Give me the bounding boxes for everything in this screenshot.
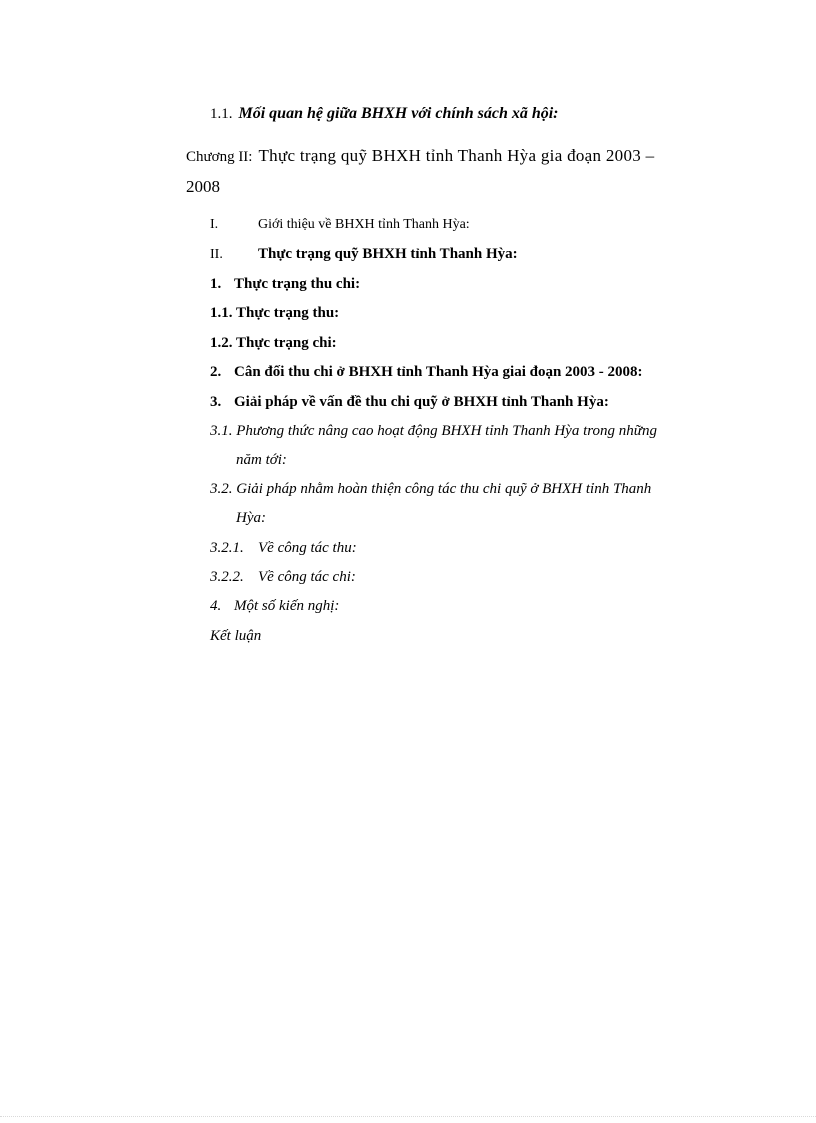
toc-item-text: Giải pháp về vấn đề thu chi quỹ ở BHXH tỉnh Thanh Hỳa:: [234, 394, 609, 410]
toc-item-text: Về công tác thu:: [258, 540, 357, 556]
toc-item-4: [210, 599, 339, 614]
toc-item-3-1: [210, 424, 657, 439]
toc-item-number: II.: [210, 247, 223, 262]
toc-item-number: 4.: [210, 598, 222, 614]
toc-section-II: [210, 247, 518, 262]
toc-item-text: Một số kiến nghị:: [234, 598, 340, 614]
toc-item-text: Kết luận: [210, 628, 262, 644]
toc-item-text: 1.2. Thực trạng chi:: [210, 335, 337, 351]
toc-item-text-continuation: năm tới:: [236, 452, 287, 468]
toc-item-text: Mối quan hệ giữa BHXH với chính sách xã hội:: [238, 105, 559, 122]
toc-item-text: Thực trạng thu chi:: [234, 276, 361, 292]
toc-conclusion: [210, 629, 261, 644]
toc-item-3-2-1: [210, 541, 357, 556]
toc-item-3-1-continuation: [236, 453, 287, 468]
chapter-title-continuation: 2008: [186, 177, 220, 196]
toc-item-text: Về công tác chi:: [258, 569, 356, 585]
page-bottom-border: [0, 1116, 816, 1117]
toc-item-number: 1.1.: [210, 106, 233, 122]
toc-item-text: Thực trạng quỹ BHXH tỉnh Thanh Hỳa:: [258, 246, 518, 262]
toc-item-text-continuation: Hỳa:: [236, 510, 266, 526]
toc-item-text: Cân đối thu chi ở BHXH tỉnh Thanh Hỳa giai đoạn 2003 - 2008:: [234, 364, 643, 380]
toc-item-text: 3.1. Phương thức nâng cao hoạt động BHXH tỉnh Thanh Hỳa trong những: [210, 423, 657, 439]
toc-item-1-1: [210, 106, 559, 122]
toc-item-3: [210, 395, 609, 410]
toc-item-number: 3.2.1.: [210, 540, 244, 556]
chapter-prefix: Chương II:: [186, 149, 253, 165]
toc-item-1-2: [210, 336, 337, 351]
toc-item-text: 3.2. Giải pháp nhằm hoàn thiện công tác thu chi quỹ ở BHXH tỉnh Thanh: [210, 481, 652, 497]
toc-item-number: 2.: [210, 364, 222, 380]
toc-item-3-2-2: [210, 570, 356, 585]
toc-item-1: [210, 277, 360, 292]
toc-item-number: 3.2.2.: [210, 569, 244, 585]
toc-item-text: Giới thiệu về BHXH tỉnh Thanh Hỳa:: [258, 217, 470, 232]
chapter-title: Thực trạng quỹ BHXH tỉnh Thanh Hỳa gia đoạn 2003 –: [258, 146, 655, 165]
toc-item-number: 3.: [210, 394, 222, 410]
toc-item-3-2-continuation: [236, 511, 266, 526]
toc-item-2: [210, 365, 643, 380]
toc-chapter-2-continuation: [186, 178, 220, 195]
toc-item-text: 1.1. Thực trạng thu:: [210, 305, 340, 321]
toc-section-I: [210, 218, 470, 232]
toc-item-number: 1.: [210, 276, 222, 292]
toc-chapter-2: [186, 147, 654, 165]
toc-item-1-1-thu: [210, 306, 339, 321]
toc-item-number: I.: [210, 217, 219, 232]
toc-item-3-2: [210, 482, 651, 497]
